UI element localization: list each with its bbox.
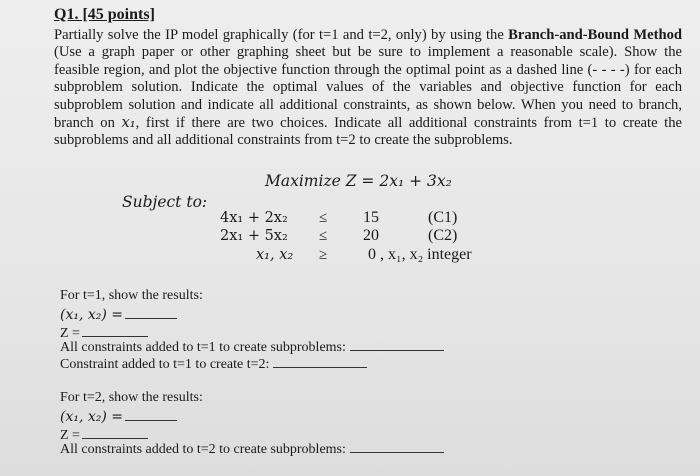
constraint-c2-label: (C2) — [428, 227, 458, 244]
objective-function: Maximize Z = 2x₁ + 3x₂ — [265, 172, 452, 190]
constraint-c2-symbol: ≤ — [319, 228, 328, 244]
question-title: Q1. [45 points] — [54, 6, 155, 23]
instructions-line-6 — [54, 114, 682, 132]
t1-x-values-blank[interactable] — [125, 306, 177, 319]
line6-post: , first if there are two choices. Indicate all additional constraints from t=1 to create the — [135, 115, 682, 132]
constraint-c1-rhs: 15 — [363, 209, 379, 226]
t1-z-label: Z = — [60, 326, 80, 341]
t2-z-label: Z = — [60, 428, 80, 443]
line6-pre: branch on — [54, 115, 122, 132]
instructions-paragraph — [54, 27, 682, 150]
t2-x-values-blank[interactable] — [125, 408, 177, 421]
subject-to-label: Subject to: — [122, 193, 208, 211]
line1-text: Partially solve the IP model graphically (for t=1 and t=2, only) by using the — [54, 27, 509, 43]
t2-all-constraints-label: All constraints added to t=2 to create subproblems: — [60, 442, 346, 457]
constraint-c1-symbol: ≤ — [319, 210, 328, 226]
t1-all-constraints-blank[interactable] — [350, 338, 444, 351]
t2-x-values-label: (x₁, x₂) = — [60, 409, 124, 425]
t1-z-blank[interactable] — [82, 324, 148, 337]
t1-constraint-t2-row — [60, 355, 367, 373]
instructions-line-7: subproblems and all additional constraints from t=2 to create the subproblems. — [54, 132, 513, 149]
constraint-c1-lhs: 4x₁ + 2x₂ — [220, 210, 288, 226]
constraint-nonneg-rhs: 0 , x₁, x₂ integer — [368, 246, 472, 263]
constraint-c2-lhs: 2x₁ + 5x₂ — [220, 228, 288, 244]
instructions-line-1 — [54, 27, 682, 44]
t2-all-constraints-row — [60, 440, 444, 458]
instructions-line-5: subproblem solution and indicate all additional constraints, as shown below. When you need to branch, — [54, 96, 682, 113]
t1-constraint-t2-blank[interactable] — [273, 355, 367, 368]
instructions-line-4: subproblem solution. Indicate the optimal values of the variables and objective function for each — [54, 79, 682, 96]
t1-all-constraints-row — [60, 338, 444, 356]
constraint-nonneg-symbol: ≥ — [319, 247, 328, 263]
method-name: Branch-and-Bound Method — [508, 27, 682, 43]
t2-x-values-row — [60, 408, 177, 426]
t2-all-constraints-blank[interactable] — [350, 440, 444, 453]
branch-variable: x₁ — [121, 114, 136, 132]
t2-z-blank[interactable] — [82, 426, 148, 439]
t2-heading: For t=2, show the results: — [60, 390, 203, 405]
constraint-c2-rhs: 20 — [363, 227, 379, 244]
t1-x-values-label: (x₁, x₂) = — [60, 307, 124, 323]
t1-all-constraints-label: All constraints added to t=1 to create subproblems: — [60, 340, 346, 355]
constraint-c1-label: (C1) — [428, 209, 458, 226]
instructions-line-3: feasible region, and plot the objective function through the optimal point as a dashed line (- - - -) for each — [54, 61, 682, 78]
t1-x-values-row — [60, 306, 177, 324]
instructions-line-2: (Use a graph paper or other graphing sheet but be sure to implement a reasonable scale). Show the — [54, 44, 682, 61]
constraint-nonneg-lhs: x₁, x₂ — [256, 247, 294, 263]
t1-constraint-t2-label: Constraint added to t=1 to create t=2: — [60, 357, 270, 372]
t1-heading: For t=1, show the results: — [60, 288, 203, 303]
